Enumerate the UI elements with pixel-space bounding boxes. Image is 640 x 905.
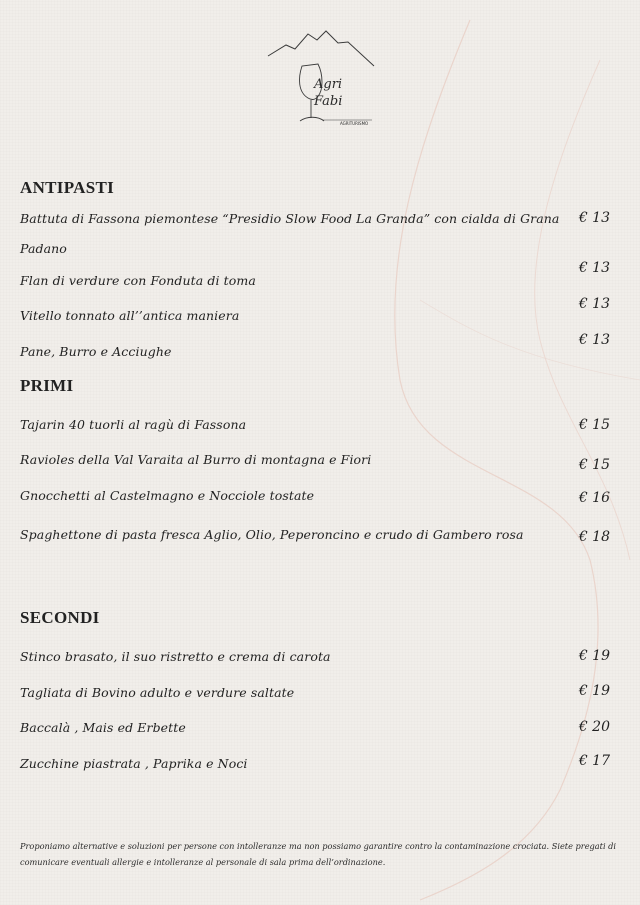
menu-item-vitello: Vitello tonnato all’’antica maniera [20, 308, 240, 323]
menu-item-stinco: Stinco brasato, il suo ristretto e crema di carota [20, 649, 331, 664]
price-tagliata: € 19 [578, 683, 610, 699]
menu-item-zucchine: Zucchine piastrata , Paprika e Noci [20, 756, 248, 771]
section-title-secondi: SECONDI [20, 608, 100, 627]
menu-item-spaghettone: Spaghettone di pasta fresca Aglio, Olio, Peperoncino e crudo di Gambero rosa [20, 527, 524, 542]
menu-item-pane: Pane, Burro e Acciughe [20, 344, 172, 359]
price-stinco: € 19 [578, 648, 610, 664]
logo-tagline: AGRITURISMO [340, 121, 369, 126]
menu-item-tajarin: Tajarin 40 tuorli al ragù di Fassona [20, 417, 247, 432]
price-zucchine: € 17 [578, 753, 610, 769]
price-baccala: € 20 [578, 719, 610, 735]
price-tajarin: € 15 [578, 417, 610, 433]
price-gnocchetti: € 16 [578, 490, 610, 506]
logo-text-line2: Fabi [314, 94, 343, 109]
agri-fabi-logo [262, 26, 380, 130]
price-vitello: € 13 [578, 296, 610, 312]
price-flan: € 13 [578, 260, 610, 276]
mountain-wineglass-icon [262, 26, 380, 130]
section-title-antipasti: ANTIPASTI [20, 178, 115, 197]
price-ravioles: € 15 [578, 457, 610, 473]
logo-text-line1: Agri [314, 77, 343, 92]
section-title-primi: PRIMI [20, 376, 74, 395]
menu-item-baccala: Baccalà , Mais ed Erbette [20, 720, 186, 735]
menu-item-battuta: Battuta di Fassona piemontese “Presidio Slow Food La Granda” con cialda di Grana Padano [20, 211, 560, 256]
price-battuta: € 13 [578, 210, 610, 226]
price-pane: € 13 [578, 332, 610, 348]
menu-item-tagliata: Tagliata di Bovino adulto e verdure saltate [20, 685, 295, 700]
menu-item-ravioles: Ravioles della Val Varaita al Burro di montagna e Fiori [20, 452, 372, 467]
menu-item-flan: Flan di verdure con Fonduta di toma [20, 273, 256, 288]
allergy-disclaimer: Proponiamo alternative e soluzioni per persone con intolleranze ma non possiamo garantire contro la contaminazione crociata. Siete pregati di comunicare eventuali allergie e intolleranze al personale di sala prima dell’ordinazione. [20, 841, 617, 867]
price-spaghettone: € 18 [578, 529, 610, 545]
menu-item-gnocchetti: Gnocchetti al Castelmagno e Nocciole tostate [20, 488, 315, 503]
